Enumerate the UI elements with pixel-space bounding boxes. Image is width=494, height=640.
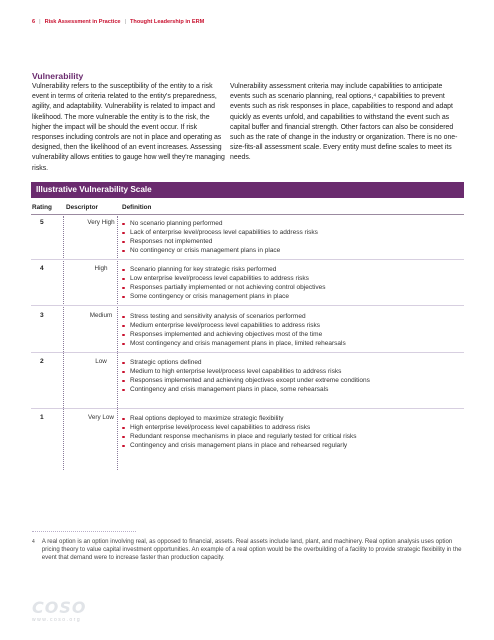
rating-value: 4 — [40, 265, 44, 272]
definition-item: Responses not implemented — [122, 237, 464, 246]
rating-value: 2 — [40, 358, 44, 365]
rating-value: 3 — [40, 312, 44, 319]
scale-table-title: Illustrative Vulnerability Scale — [31, 182, 464, 198]
definition-item: Real options deployed to maximize strategic flexibility — [122, 414, 464, 423]
definition-item: Contingency and crisis management plans in place and rehearsed regularly — [122, 441, 464, 450]
header-separator: | — [124, 19, 127, 25]
definition-item: Low enterprise level/process level capabilities to address risks — [122, 274, 464, 283]
rating-descriptor: Low — [95, 358, 107, 365]
definition-item: Responses implemented and achieving objectives most of the time — [122, 330, 464, 339]
rating-value: 1 — [40, 414, 44, 421]
header-section: Risk Assessment in Practice — [44, 19, 121, 25]
definition-list — [122, 358, 464, 394]
row-divider — [31, 259, 464, 260]
definition-item: No scenario planning performed — [122, 219, 464, 228]
row-divider — [31, 305, 464, 306]
body-paragraph-right: Vulnerability assessment criteria may include capabilities to anticipate events such as scenario planning, real options,⁴ capabilities to prevent events such as risk responses in place, capabilities to respond and adapt quickly as events unfold, and capabilities to withstand the event such as capital buffer and financial strength. Other factors can also be considered such as the rate of change in the industry or organization. There is no one-size-fits-all assessment scale. Every entity must define scales to meet its needs. — [230, 83, 458, 162]
column-divider — [117, 216, 118, 470]
definition-item: Responses partially implemented or not achieving control objectives — [122, 283, 464, 292]
header-separator: | — [39, 19, 41, 25]
definition-list — [122, 312, 464, 348]
definition-item: Stress testing and sensitivity analysis of scenarios performed — [122, 312, 464, 321]
rating-descriptor: Very Low — [88, 414, 114, 421]
definition-item: Some contingency or crisis management plans in place — [122, 292, 464, 301]
scale-table-column-headers — [32, 204, 464, 214]
column-header-rating: Rating — [32, 204, 52, 211]
rating-descriptor: Very High — [87, 219, 115, 226]
definition-list — [122, 265, 464, 301]
body-paragraph-left: Vulnerability refers to the susceptibility of the entity to a risk event in terms of criteria related to the entity's preparedness, agility, and adaptability. Vulnerability is related to impact and likelihood. The more vulnerable the entity is to the risk, the higher the impact will be should the event occur. If risk responses including controls are not in place and operating as designed, then the likelihood of an event increases. Assessing vulnerability allows entities to gauge how well they're managing risks. — [32, 83, 225, 172]
definition-item: Medium enterprise level/process level capabilities to address risks — [122, 321, 464, 330]
definition-item: Strategic options defined — [122, 358, 464, 367]
definition-item: Most contingency and crisis management plans in place, limited rehearsals — [122, 339, 464, 348]
definition-item: High enterprise level/process level capabilities to address risks — [122, 423, 464, 432]
definition-item: Lack of enterprise level/process level capabilities to address risks — [122, 228, 464, 237]
coso-logo — [32, 598, 86, 623]
website-url: www.coso.org — [32, 617, 82, 623]
rating-descriptor: High — [94, 265, 108, 272]
definition-item: Redundant response mechanisms in place and regularly tested for critical risks — [122, 432, 464, 441]
definition-item: Medium to high enterprise level/process level capabilities to address risks — [122, 367, 464, 376]
definition-list — [122, 219, 464, 255]
definition-item: Responses implemented and achieving objectives except under extreme conditions — [122, 376, 464, 385]
definition-item: No contingency or crisis management plans in place — [122, 246, 464, 255]
column-divider — [63, 216, 64, 470]
footnote — [32, 538, 464, 563]
row-divider — [31, 352, 464, 353]
logo-wordmark: COSO — [32, 598, 87, 617]
section-heading: Vulnerability — [32, 71, 84, 81]
column-header-definition: Definition — [122, 204, 152, 211]
footnote-text: A real option is an option involving real, as opposed to financial, assets. Real assets include land, plant, and machinery. Real option analysis uses option pricing theory to value capital investment opportunities. An example of a real option would be the overbuilding of a facility to provide strategic flexibility in the event that demand were to increase faster than production capacity. — [41, 538, 462, 562]
header-divider — [31, 214, 464, 215]
definition-item: Contingency and crisis management plans in place, some rehearsals — [122, 385, 464, 394]
header-series: Thought Leadership in ERM — [130, 19, 205, 25]
rating-value: 5 — [40, 219, 44, 226]
definition-item: Scenario planning for key strategic risks performed — [122, 265, 464, 274]
rating-descriptor: Medium — [89, 312, 113, 319]
footnote-marker: 4 — [32, 539, 35, 545]
footnote-divider — [32, 531, 136, 532]
row-divider — [31, 408, 464, 409]
running-header — [32, 19, 204, 25]
column-header-descriptor: Descriptor — [66, 204, 98, 211]
page-number: 6 — [32, 19, 36, 25]
definition-list — [122, 414, 464, 450]
